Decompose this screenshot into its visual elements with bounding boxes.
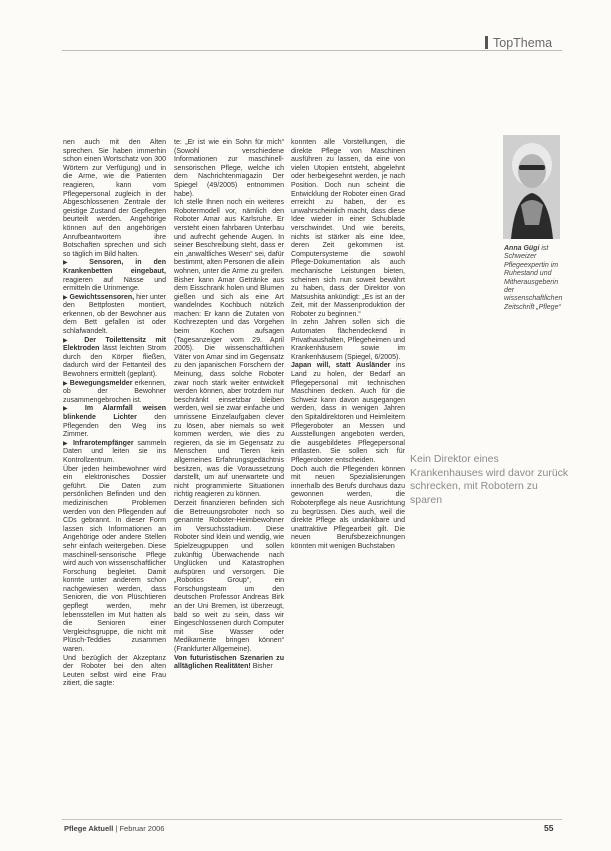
bold-lead: Infrarotempfänger	[72, 439, 134, 447]
paragraph-text: Derzeit finanzieren befinden sich die Betreuungsroboter noch so genannte Roboter-Heimbewohner im Versuchsstadium. Diese Roboter sind klein und wendig, wie Spielzeugpuppen und sollen zukünftig Überwachende nach Unglücken und Katastrophen aufspüren und versorgen. Die „Robotics Group“, ein Forschungsteam um den deutschen Professor Andreas Birk an der Uni Bremen, ist überzeugt, bald so weit zu sein, dass wir Eingeschlossenen durch Computer mit Sise Wasser oder Medikamente bringen können“ (Frankfurter Allgemeine).	[174, 499, 284, 654]
text-column-1	[63, 139, 166, 689]
bold-lead: Sensoren, in den Krankenbetten eingebaut,	[63, 259, 166, 275]
text-column-3	[291, 139, 405, 552]
text-column-2	[174, 139, 284, 672]
paragraph-text: Über jeden heimbewohner wird ein elektronisches Dossier geführt. Die Daten zum persönlichen Befinden und den medizinischen Problemen werden von den Pflegenden auf CDs gebrannt. In dieser Form lassen sich Informationen an Angehörige oder andere Stellen sehr einfach weitergeben. Diese maschinell-sensorische Pflege wird auch von wissenschaftlicher Forschung begleitet. Damit konnte unter anderem schon nachgewiesen werden, dass Senioren, die von Plüschtieren gepflegt werden, mehr lebensstellen im Mut hatten als die Senioren einer Vergleichsgruppe, die nicht mit Plüsch-Teddies zusammen waren.	[63, 465, 166, 654]
triangle-bullet-icon: ▶	[63, 380, 70, 387]
triangle-bullet-icon: ▶	[63, 337, 85, 344]
bold-lead: Bewegungsmelder	[69, 379, 133, 387]
paragraph	[63, 337, 166, 380]
triangle-bullet-icon: ▶	[63, 294, 70, 301]
section-bar-icon	[485, 36, 488, 49]
paragraph	[174, 500, 284, 655]
paragraph-text: ins Land zu holen, der Bedarf an Pflegepersonal mit technischen Maschinen decken. Auch für die Schweiz kann davon ausgegangen werden, dass in wenigen Jahren den Spitaldirektoren und Heimleitern Pflegeroboter an Messen und Ausstellungen angeboten werden, die ausgebildetes Pflegepersonal entlasten. Sie sollen sich für Pflegeroboter entscheiden.	[291, 362, 406, 464]
paragraph	[63, 405, 166, 439]
author-description: ist Schweizer Pflegeexpertin im Ruhestand und Mitherausgeberin der wissenschaftlichen Zeitschrift „Pflege“	[504, 245, 563, 311]
paragraph-text: Doch auch die Pflegenden können mit neuen Spezialisierungen innerhalb des Berufs durchaus dazu gewonnen werden, die Roboterpflege als neue Ausrichtung zu begrüssen. Dies auch, weil die direkte Pflege als undankbare und unattraktive Pflegearbeit gilt. Die neuen Berufsbezeichnungen könnten mit wenigen Buchstaben	[291, 465, 405, 550]
header-rule	[62, 50, 562, 51]
paragraph	[63, 294, 166, 337]
bold-lead: Der Toilettensitz mit Elektroden	[63, 336, 167, 353]
section-tag	[485, 36, 552, 50]
author-caption	[504, 245, 562, 312]
triangle-bullet-icon: ▶	[63, 440, 73, 447]
bold-lead: Gewichtssensoren,	[69, 293, 135, 301]
paragraph	[174, 139, 284, 199]
paragraph-text: sammeln Daten und leiten sie ins Kontrollzentrum.	[63, 439, 167, 464]
paragraph	[174, 199, 284, 500]
paragraph	[174, 655, 284, 672]
bold-lead: Japan will, statt Ausländer	[291, 362, 391, 370]
paragraph-text: erkennen, ob der Bewohner zusammengebrochen ist.	[63, 379, 166, 404]
author-name: Anna Gügi	[504, 245, 540, 252]
paragraph-text: In zehn Jahren sollen sich die Automaten flächendeckend in Privathaushalten, Pflegeheimen und Krankenhäusern sowie im Krankenhäusern (Spiegel, 6/2005).	[291, 319, 405, 361]
paragraph	[291, 319, 405, 362]
author-photo	[503, 135, 560, 239]
paragraph-text: reagieren auf Nässe und ermitteln die Urinmenge.	[63, 276, 166, 293]
paragraph	[291, 362, 405, 465]
paragraph-text: lässt leichten Strom durch den Körper fließen, dadurch wird der Fettanteil des Bewohners ermittelt (geplant).	[63, 345, 166, 379]
paragraph	[63, 655, 166, 689]
paragraph-text: nen auch mit den Alten sprechen. Sie haben immerhin schon einen Wortschatz von 300 Wörtern zur Verfügung) und in die Arme, wie die Patienten reagieren, kann vom Pflegepersonal zugleich in der Abgeschlossenen Zentrale der geistige Zustand der Gepflegten beurteilt werden. Angehörige können auf den angehörigen Anrufbeantwortern ihre Botschaften sprechen und sich so täglich im Bild halten.	[63, 139, 166, 258]
footer-magazine	[64, 824, 164, 833]
triangle-bullet-icon: ▶	[63, 260, 90, 267]
bold-lead: Von futuristischen Szenarien zu alltäglichen Realitäten!	[174, 654, 284, 671]
paragraph-text: konnten alle Vorstellungen, die direkte Pflege von Maschinen ausführen zu lassen, da eine von vielen Utopien entsteht, abgelehnt oder herbeigesehnt werden, je nach Position. Doch nun scheint die Entwicklung der Roboter einen Grad erreicht zu haben, der es unwahrscheinlich macht, dass diese Idee wieder in einer Schublade verschwindet. Und wie bereits, nichts ist stärker als eine Idee, deren Zeit gekommen ist. Computersysteme die sowohl Pflege-Dokumentation als auch mechanische Leistungen bieten, scheinen sich nun soweit bewährt zu haben, dass der Direktor von Matsushita ankündigt: „Es ist an der Zeit, mit der Massenproduktion der Roboter zu beginnen.“	[291, 139, 405, 318]
paragraph	[63, 259, 166, 293]
paragraph-text: den Pflegenden den Weg ins Zimmer.	[63, 414, 166, 439]
paragraph-text: Bisher	[250, 663, 273, 671]
paragraph-text: hier unter den Bettpfosten montiert, erkennen, ob der Bewohner aus dem Bett gefallen ist oder schlafwandelt.	[63, 293, 167, 336]
paragraph	[63, 380, 166, 406]
triangle-bullet-icon: ▶	[63, 406, 85, 413]
pull-quote: Kein Direktor eines Krankenhauses wird davor zurück schrecken, mit Robotern zu sparen	[410, 453, 569, 506]
paragraph-text: Und bezüglich der Akzeptanz der Roboter bei den alten Leuten selbst wird eine Frau zitiert, die sagte:	[63, 654, 166, 688]
section-tag-label: TopThema	[493, 36, 553, 50]
bold-lead: Im Alarmfall weisen blinkende Lichter	[63, 405, 166, 421]
page-number: 55	[544, 823, 554, 833]
paragraph	[63, 440, 166, 466]
paragraph	[63, 139, 166, 259]
magazine-name: Pflege Aktuell	[64, 824, 114, 833]
paragraph	[291, 139, 405, 319]
paragraph-text: Ich stelle Ihnen noch ein weiteres Robotermodell vor, nämlich den Roboter Amar aus Karlsruhe. Er versteht einen fahrbaren Unterbau und aufrecht gehende Augen. In seiner Beschreibung steht, dass er ein „anwaltliches Wesen“ sei, dafür bestimmt, alten Personen die allein wohnen, unter die Arme zu greifen. Bisher kann Amar Getränke aus dem Eisschrank holen und Blumen gießen und sich als eine Art wandelndes Kochbuch nützlich machen: Er kann die Zutaten von Kochrezepten und das Vorgehen beim Kochen aufsagen (Tagesanzeiger vom 29. April 2005). Die wissenschaftlichen Väter von Amar sind im Gegensatz zu den japanischen Forschern der Meinung, dass solche Roboter zwar noch stark weiter entwickelt werden können, aber trotzdem nur beschränkt einsetzbar bleiben werden, weil sie zwar einfache und umrissene Einzelaufgaben clever zu lösen, aber niemals so weit kommen werden, wie dies zu regieren, da sie im Gegensatz zu Menschen und Tieren kein allgemeines Erfahrungsgedächtnis besitzen, was die Voraussetzung darstellt, um auf unerwartete und nicht programmierte Situationen richtig reagieren zu können.	[174, 199, 284, 499]
paragraph	[291, 466, 405, 552]
footer-rule	[62, 819, 562, 820]
paragraph-text: te: „Er ist wie ein Sohn für mich“ (Sowohl verschiedene Informationen zur maschinell-sensorischen Pflege, welche ich dem Nachrichtenmagazin Der Spiegel (49/2005) entnommen habe).	[174, 139, 284, 198]
paragraph	[63, 466, 166, 655]
issue-date: | Februar 2006	[115, 824, 165, 833]
